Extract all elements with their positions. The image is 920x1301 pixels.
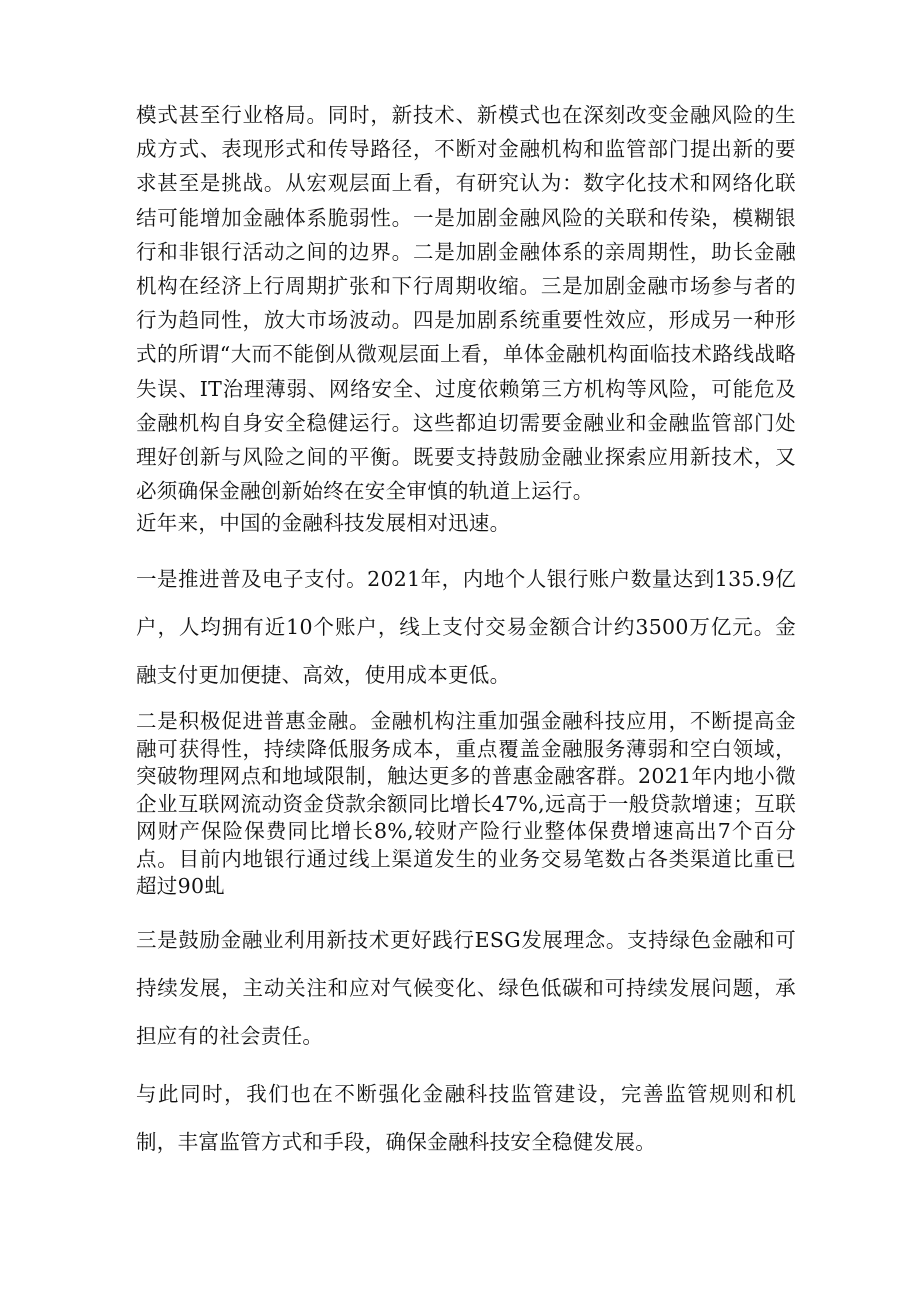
paragraph-electronic-payment: 一是推进普及电子支付。2021年，内地个人银行账户数量达到135.9亿户，人均拥有近10个账户，线上支付交易金额合计约3500万亿元。金融支付更加便捷、高效，使用成本更低。 xyxy=(136,567,796,687)
paragraph-inclusive-finance: 二是积极促进普惠金融。金融机构注重加强金融科技应用，不断提高金融可获得性，持续降低服务成本，重点覆盖金融服务薄弱和空白领域，突破物理网点和地域限制，触达更多的普惠金融客群。2021年内地小微企业互联网流动资金贷款余额同比增长47%,远高于一般贷款增速；互联网财产保险保费同比增长8%,较财产险行业整体保费增速高出7个百分点。目前内地银行通过线上渠道发生的业务交易笔数占各类渠道比重已超过90虬 xyxy=(136,709,796,898)
paragraph-recent-years: 近年来，中国的金融科技发展相对迅速。 xyxy=(136,511,511,535)
paragraph-esg: 三是鼓励金融业利用新技术更好践行ESG发展理念。支持绿色金融和可持续发展，主动关注和应对气候变化、绿色低碳和可持续发展问题，承担应有的社会责任。 xyxy=(136,928,796,1048)
paragraph-regulation: 与此同时，我们也在不断强化金融科技监管建设，完善监管规则和机制，丰富监管方式和手段，确保金融科技安全稳健发展。 xyxy=(136,1082,796,1154)
paragraph-risk-challenges: 模式甚至行业格局。同时，新技术、新模式也在深刻改变金融风险的生成方式、表现形式和传导路径，不断对金融机构和监管部门提出新的要求甚至是挑战。从宏观层面上看，有研究认为：数字化技术和网络化联结可能增加金融体系脆弱性。一是加剧金融风险的关联和传染，模糊银行和非银行活动之间的边界。二是加剧金融体系的亲周期性，助长金融机构在经济上行周期扩张和下行周期收缩。三是加剧金融市场参与者的行为趋同性，放大市场波动。四是加剧系统重要性效应，形成另一种形式的所谓“大而不能倒从微观层面上看，单体金融机构面临技术路线战略失误、IT治理薄弱、网络安全、过度依赖第三方机构等风险，可能危及金融机构自身安全稳健运行。这些都迫切需要金融业和金融监管部门处理好创新与风险之间的平衡。既要支持鼓励金融业探索应用新技术，又必须确保金融创新始终在安全审慎的轨道上运行。 xyxy=(136,103,796,504)
